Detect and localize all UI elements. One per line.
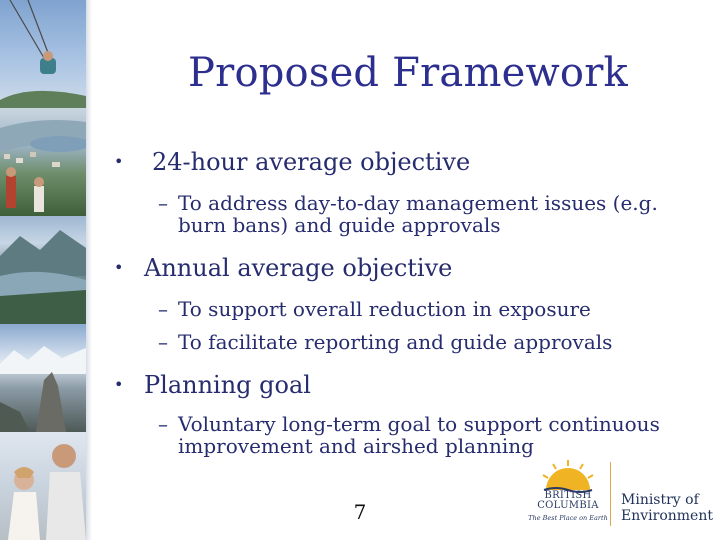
bullet-dot-icon: •	[114, 152, 124, 171]
bullet-text: 24-hour average objective	[152, 148, 471, 176]
photo-family	[0, 432, 86, 540]
bc-wordmark-line1: BRITISH	[544, 490, 592, 501]
swing-illustration	[0, 0, 86, 108]
photo-coastal-town	[0, 108, 86, 216]
photo-rock-peak	[0, 324, 86, 432]
sub-bullet-text: To address day-to-day management issues (e.g. burn bans) and guide approvals	[178, 191, 658, 237]
dash-icon: –	[158, 330, 168, 354]
bc-wordmark-line2: COLUMBIA	[537, 500, 599, 511]
ministry-line1: Ministry of	[621, 492, 699, 508]
sub-bullet-text: Voluntary long-term goal to support continuous improvement and airshed planning	[178, 412, 660, 458]
ministry-name	[621, 492, 713, 524]
dash-icon: –	[158, 297, 168, 321]
bullet-dot-icon: •	[114, 375, 124, 394]
sub-bullet-text: To support overall reduction in exposure	[178, 297, 591, 321]
sub-bullet-text: To facilitate reporting and guide approvals	[178, 330, 613, 354]
dash-icon: –	[158, 191, 168, 215]
sub-bullet-item	[110, 298, 702, 320]
photo-strip-edge	[86, 0, 92, 540]
bullet-list	[110, 146, 702, 457]
bullet-item	[110, 254, 702, 282]
sub-bullet-item	[110, 331, 702, 353]
page-number: 7	[353, 500, 367, 524]
bc-wordmark	[530, 491, 606, 511]
ministry-line2: Environment	[621, 508, 713, 524]
rock-peak-illustration	[0, 324, 86, 432]
slide-title: Proposed Framework	[188, 50, 628, 96]
bullet-text: Planning goal	[144, 371, 311, 399]
logo-divider	[610, 462, 611, 526]
photo-sky-swing	[0, 0, 86, 108]
family-illustration	[0, 432, 86, 540]
coastal-town-illustration	[0, 108, 86, 216]
sub-bullet-item	[110, 413, 702, 457]
photo-strip	[0, 0, 86, 540]
mountain-lake-illustration	[0, 216, 86, 324]
bullet-text: Annual average objective	[144, 254, 453, 282]
sub-bullet-item	[110, 192, 702, 236]
dash-icon: –	[158, 412, 168, 436]
photo-mountain-lake	[0, 216, 86, 324]
bullet-item	[110, 371, 702, 399]
bullet-item	[110, 148, 702, 176]
bullet-dot-icon: •	[114, 258, 124, 277]
bc-tagline: The Best Place on Earth	[528, 514, 608, 522]
